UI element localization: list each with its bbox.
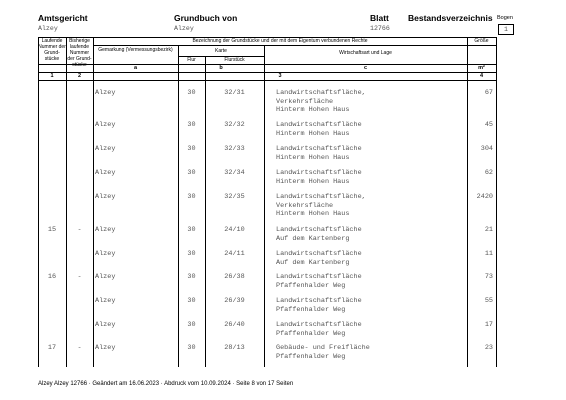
page-footer: Alzey Alzey 12766 · Geändert am 16.06.2023 · Abdruck vom 10.09.2024 · Seite 8 von 17 Seiten [38,381,294,387]
cell-flurstueck: 26/38 [224,273,245,281]
bogen-value: 1 [498,24,514,35]
col-wirtschaftsart-header: Wirtschaftsart und Lage [339,50,392,56]
amtsgericht-value: Alzey [38,25,58,32]
cell-gemarkung: Alzey [95,89,116,97]
cell-gemarkung: Alzey [95,121,116,129]
cell-gemarkung: Alzey [95,193,116,201]
cell-lfd: 16 [47,273,57,281]
cell-lage: Landwirtschaftsfläche Auf dem Kartenberg [276,226,362,243]
cell-flurstueck: 32/31 [224,89,245,97]
sub-c: c [363,65,368,71]
col-gemarkung-header: Gemarkung (Vermessungsbezirk) [98,47,173,53]
cell-lage: Landwirtschaftsfläche Auf dem Kartenberg [276,250,362,267]
cell-groesse: 11 [484,250,493,258]
bogen-label: Bogen [497,15,513,21]
blatt-value: 12766 [370,25,390,32]
cell-groesse: 17 [484,321,493,329]
cell-bisher: - [77,273,82,281]
cell-gemarkung: Alzey [95,273,116,281]
cell-flur: 30 [187,89,196,97]
unit-m2: m² [478,65,485,71]
col-num-3: 3 [278,73,282,79]
cell-flur: 30 [187,226,196,234]
cell-flur: 30 [187,169,196,177]
col-groesse-header: Größe [474,38,489,44]
cell-lage: Landwirtschaftsfläche, Verkehrsfläche Hinterm Hohen Haus [276,193,366,218]
cell-flurstueck: 24/11 [224,250,245,258]
blatt-label: Blatt [370,13,389,23]
cell-groesse: 2420 [476,193,493,201]
col-flurstueck-header: Flurstück [224,57,245,63]
sub-a: a [133,65,138,71]
cell-lage: Landwirtschaftsfläche Hinterm Hohen Haus [276,121,362,138]
sub-b: b [219,65,223,71]
amtsgericht-label: Amtsgericht [38,13,88,23]
section-title: Bestandsverzeichnis [408,13,493,23]
col-karte-header: Karte [215,48,227,54]
col-num-2: 2 [77,73,82,79]
col-num-1: 1 [50,73,54,79]
group-title: Bezeichnung der Grundstücke und der mit dem Eigentum verbundenen Rechte [192,38,368,44]
col-lfd-header: Laufende Nummer der Grund- stücke [38,38,66,62]
cell-gemarkung: Alzey [95,145,116,153]
cell-groesse: 304 [480,145,493,153]
cell-gemarkung: Alzey [95,297,116,305]
grundbuch-value: Alzey [174,25,194,32]
cell-lfd: 17 [47,344,57,352]
cell-flur: 30 [187,145,196,153]
cell-flurstueck: 28/13 [224,344,245,352]
col-bisher-header: Bisherige laufende Nummer der Grund- stücke [67,38,92,68]
cell-lage: Landwirtschaftsfläche Hinterm Hohen Haus [276,145,362,162]
cell-bisher: - [77,226,82,234]
cell-bisher: - [77,344,82,352]
cell-flur: 30 [187,121,196,129]
cell-groesse: 73 [484,273,493,281]
cell-flurstueck: 32/32 [224,121,245,129]
cell-flurstueck: 26/39 [224,297,245,305]
cell-flurstueck: 24/10 [224,226,245,234]
cell-lage: Landwirtschaftsfläche, Verkehrsfläche Hinterm Hohen Haus [276,89,366,114]
cell-gemarkung: Alzey [95,250,116,258]
cell-flurstueck: 32/33 [224,145,245,153]
cell-flur: 30 [187,250,196,258]
cell-groesse: 67 [484,89,493,97]
cell-groesse: 62 [484,169,493,177]
col-flur-header: Flur [187,57,196,63]
grundbuch-label: Grundbuch von [174,13,238,23]
cell-flur: 30 [187,297,196,305]
cell-flur: 30 [187,344,196,352]
cell-lage: Landwirtschaftsfläche Pfaffenhalder Weg [276,273,362,290]
cell-lage: Landwirtschaftsfläche Pfaffenhalder Weg [276,321,362,338]
col-num-4: 4 [479,73,484,79]
cell-gemarkung: Alzey [95,169,116,177]
cell-lage: Landwirtschaftsfläche Pfaffenhalder Weg [276,297,362,314]
cell-gemarkung: Alzey [95,226,116,234]
cell-lfd: 15 [47,226,57,234]
cell-flurstueck: 26/40 [224,321,245,329]
cell-gemarkung: Alzey [95,344,116,352]
cell-flurstueck: 32/34 [224,169,245,177]
cell-groesse: 55 [484,297,493,305]
cell-flurstueck: 32/35 [224,193,245,201]
cell-groesse: 21 [484,226,493,234]
cell-lage: Landwirtschaftsfläche Hinterm Hohen Haus [276,169,362,186]
cell-groesse: 45 [484,121,493,129]
cell-flur: 30 [187,273,196,281]
cell-groesse: 23 [484,344,493,352]
cell-lage: Gebäude- und Freifläche Pfaffenhalder Weg [276,344,370,361]
cell-flur: 30 [187,321,196,329]
cell-gemarkung: Alzey [95,321,116,329]
cell-flur: 30 [187,193,196,201]
